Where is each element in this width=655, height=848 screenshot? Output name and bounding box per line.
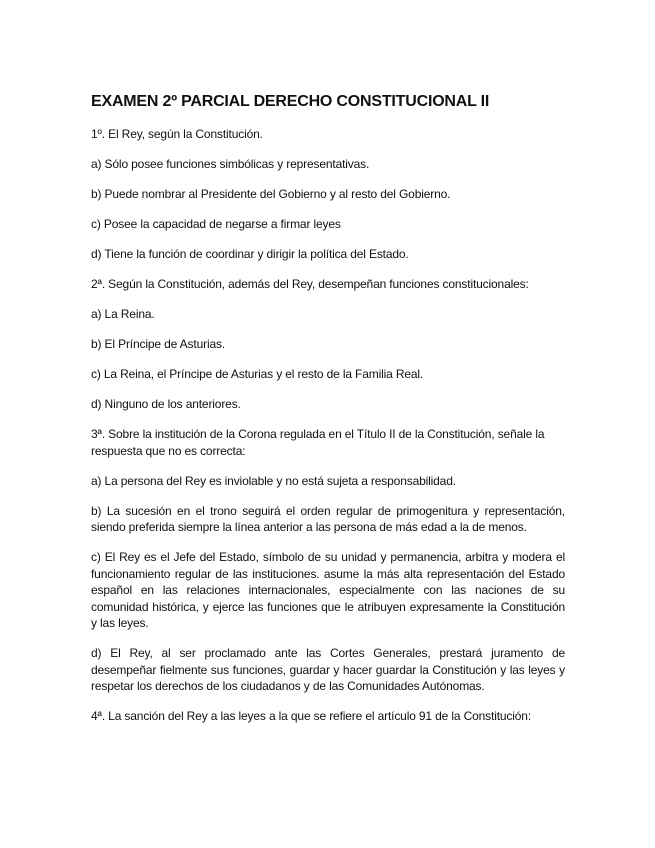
question-1-option-c: c) Posee la capacidad de negarse a firmar leyes	[91, 217, 341, 231]
question-3-option-b: b) La sucesión en el trono seguirá el orden regular de primogenitura y representación, siendo preferida siempre la línea anterior a las persona de más edad a la de menos.	[91, 503, 565, 534]
question-1: 1º. El Rey, según la Constitución.	[91, 127, 263, 141]
document-page	[91, 92, 565, 738]
question-1-option-d: d) Tiene la función de coordinar y dirigir la política del Estado.	[91, 247, 409, 261]
question-2-option-a: a) La Reina.	[91, 307, 155, 321]
question-3-option-d: d) El Rey, al ser proclamado ante las Cortes Generales, prestará juramento de desempeñar fielmente sus funciones, guardar y hacer guardar la Constitución y las leyes y respetar los derechos de los ciudadanos y de las Comunidades Autónomas.	[91, 646, 565, 693]
question-2-option-c: c) La Reina, el Príncipe de Asturias y el resto de la Familia Real.	[91, 367, 424, 381]
page-title: EXAMEN 2º PARCIAL DERECHO CONSTITUCIONAL II	[91, 93, 490, 110]
question-1-option-a: a) Sólo posee funciones simbólicas y representativas.	[91, 157, 370, 171]
question-4: 4ª. La sanción del Rey a las leyes a la que se refiere el artículo 91 de la Constitución:	[91, 709, 532, 723]
question-2-option-b: b) El Príncipe de Asturias.	[91, 337, 226, 351]
question-1-option-b: b) Puede nombrar al Presidente del Gobierno y al resto del Gobierno.	[91, 187, 451, 201]
question-2-option-d: d) Ninguno de los anteriores.	[91, 397, 241, 411]
question-3-option-c: c) El Rey es el Jefe del Estado, símbolo de su unidad y permanencia, arbitra y modera el funcionamiento regular de las instituciones. asume la más alta representación del Estado español en las relaciones internacionales, especialmente con las naciones de su comunidad histórica, y ejerce las funciones que le atribuyen expresamente la Constitución y las leyes.	[91, 550, 565, 630]
question-3-option-a: a) La persona del Rey es inviolable y no está sujeta a responsabilidad.	[91, 473, 456, 488]
question-2: 2ª. Según la Constitución, además del Rey, desempeñan funciones constitucionales:	[91, 277, 529, 291]
question-3: 3ª. Sobre la institución de la Corona regulada en el Título II de la Constitución, señale la respuesta que no es correcta:	[91, 427, 545, 458]
